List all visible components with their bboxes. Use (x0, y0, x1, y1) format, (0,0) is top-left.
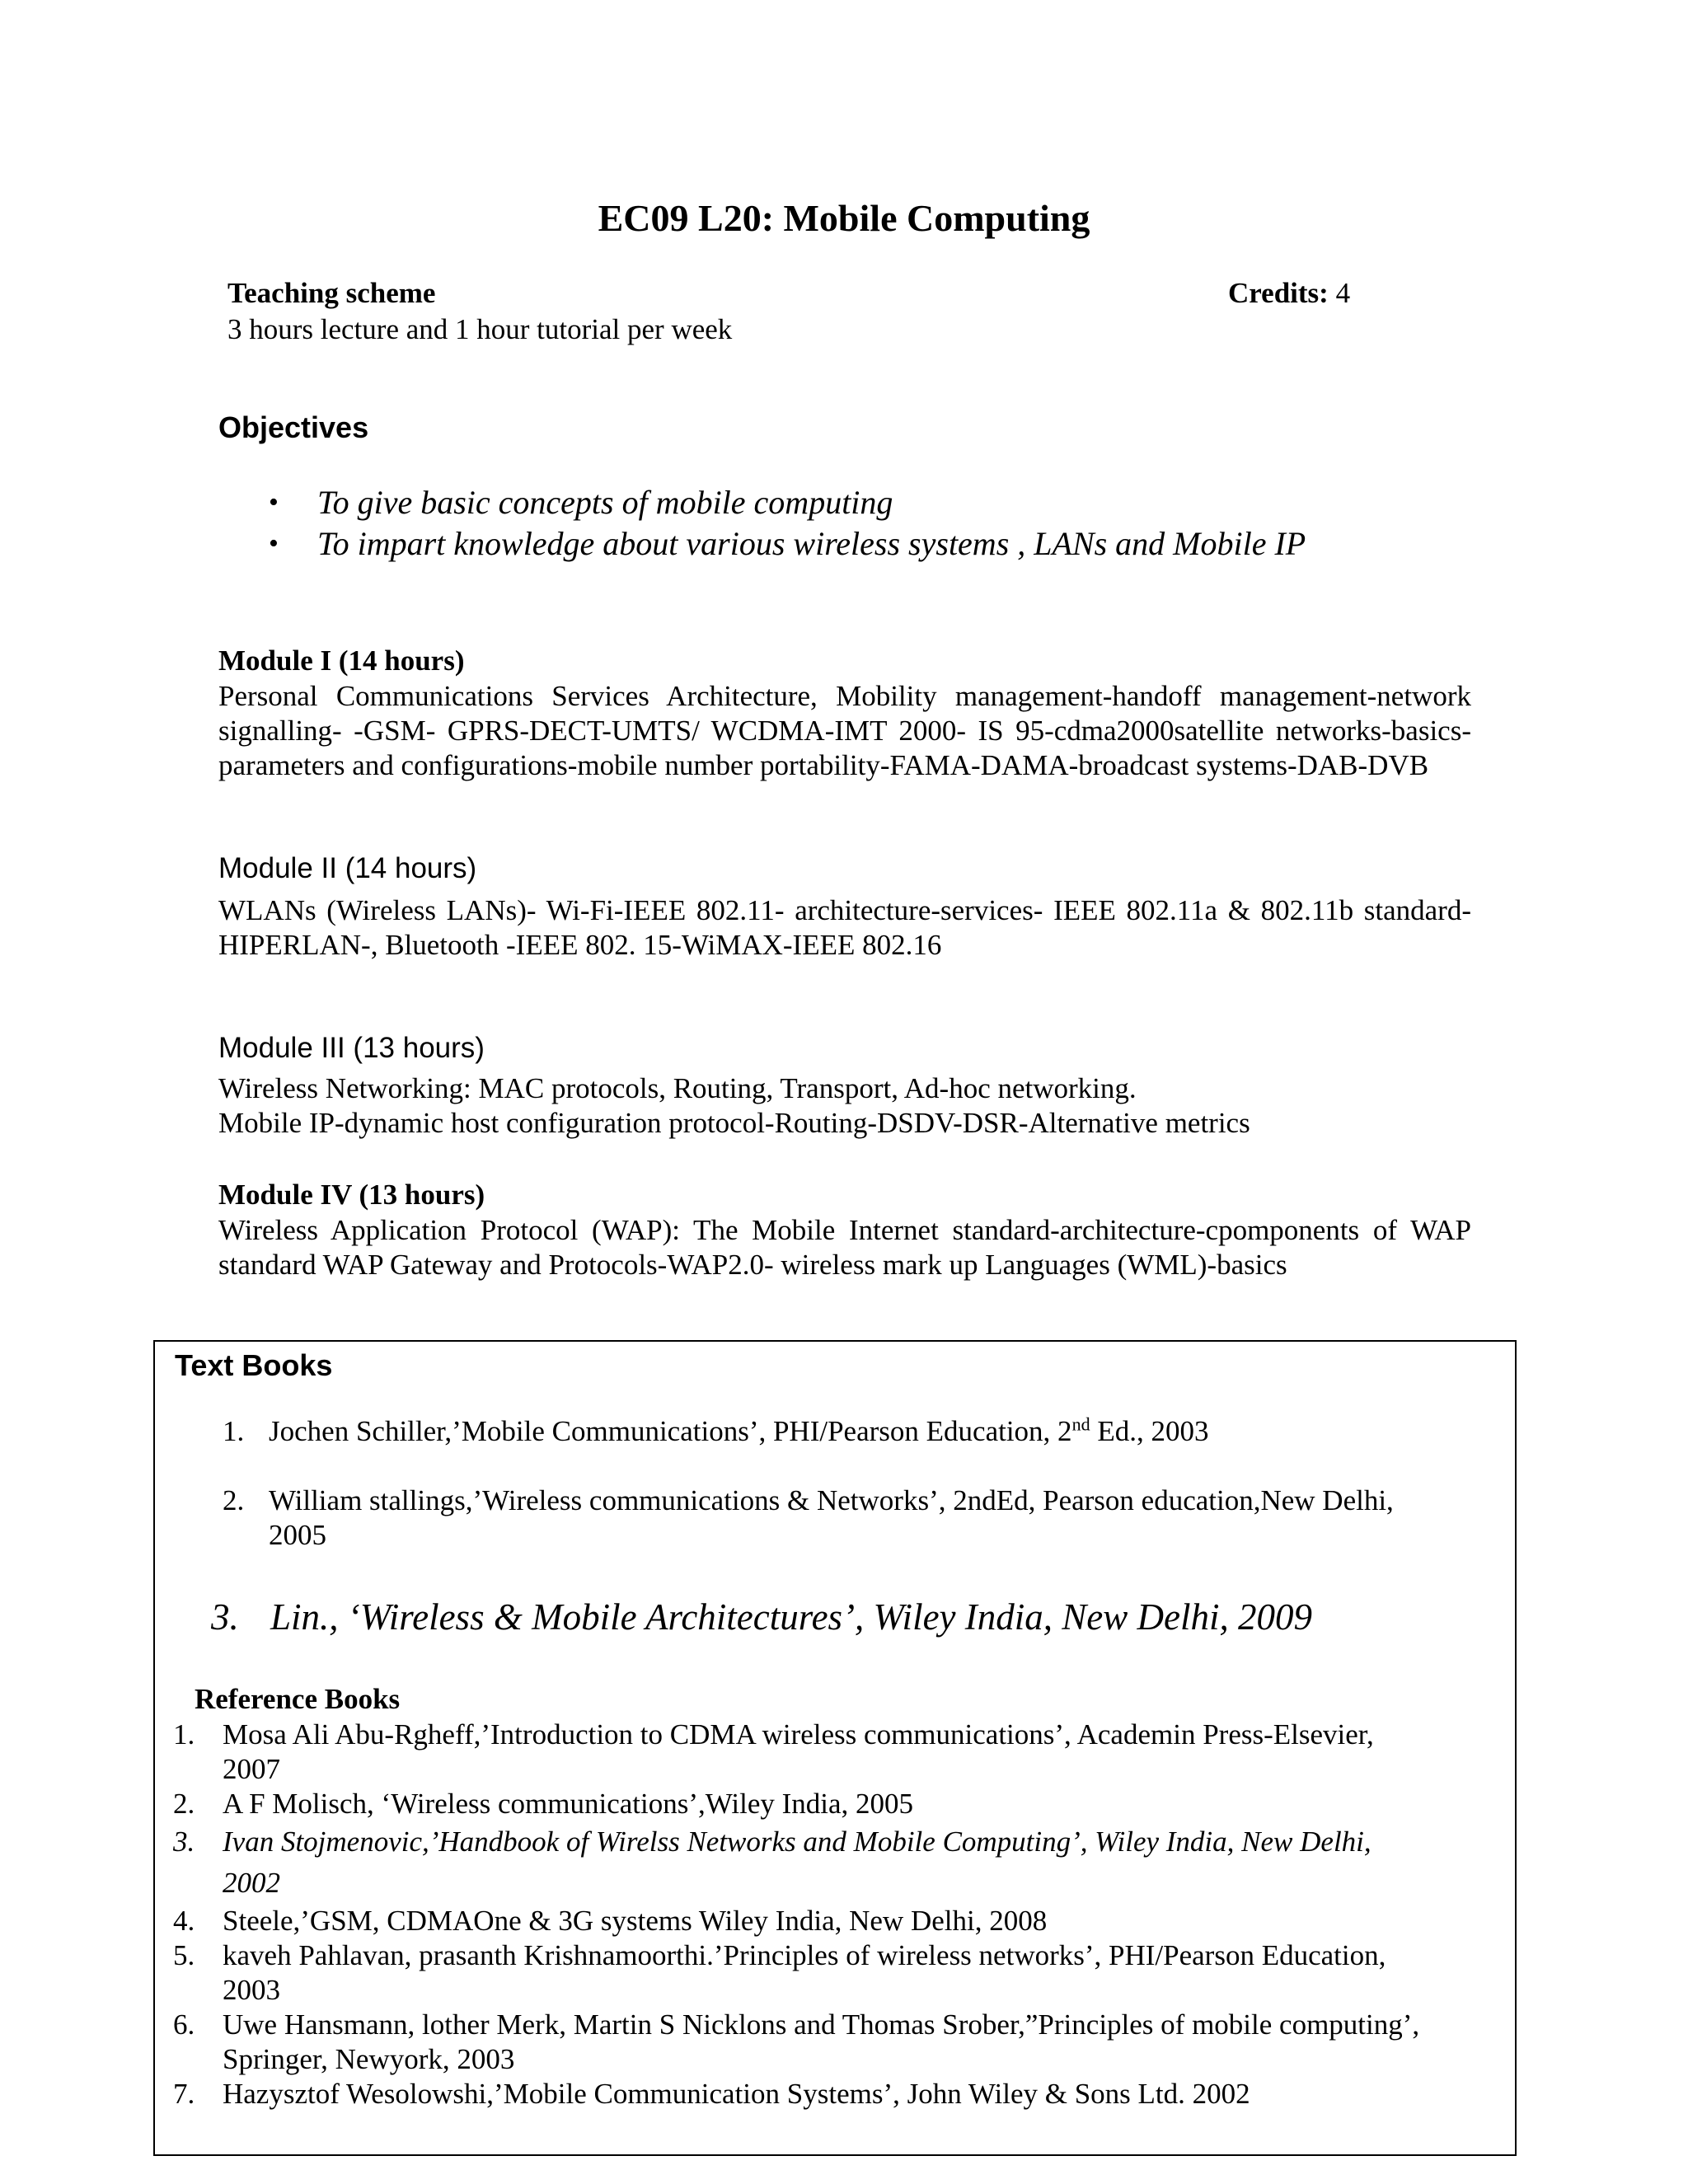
module-3-line: Wireless Networking: MAC protocols, Routing, Transport, Ad-hoc networking. (218, 1072, 1137, 1104)
reference-book-number: 5. (173, 1939, 195, 1971)
reference-book-text: Ivan Stojmenovic,’Handbook of Wirelss Networks and Mobile Computing’, Wiley India, New Delhi, (223, 1825, 1372, 1858)
module-3-body (218, 1071, 1471, 1141)
reference-book-text: Hazysztof Wesolowshi,’Mobile Communication Systems’, John Wiley & Sons Ltd. 2002 (223, 2078, 1250, 2110)
reference-book-number: 4. (173, 1905, 195, 1937)
credits-label: Credits: (1228, 277, 1329, 309)
text-book-item (223, 1414, 1208, 1449)
module-4-heading: Module IV (13 hours) (218, 1179, 485, 1211)
reference-book-text: 2007 (223, 1753, 280, 1785)
text-book-item (223, 1483, 1394, 1553)
teaching-scheme-text: 3 hours lecture and 1 hour tutorial per week (227, 313, 733, 345)
reference-book-number: 7. (173, 2078, 195, 2110)
text-book-text: 2005 (269, 1519, 326, 1551)
credits (1228, 277, 1350, 310)
reference-books-heading: Reference Books (195, 1683, 401, 1715)
reference-book-text: Uwe Hansmann, lother Merk, Martin S Nicklons and Thomas Srober,”Principles of mobile computing’, (223, 2008, 1420, 2041)
text-books-heading: Text Books (175, 1348, 333, 1382)
reference-book-text: Springer, Newyork, 2003 (223, 2043, 515, 2075)
text-book-number: 1. (223, 1415, 245, 1447)
text-book-text: Jochen Schiller,’Mobile Communications’, PHI/Pearson Education, 2 (269, 1415, 1072, 1447)
reference-book-number: 1. (173, 1718, 195, 1750)
reference-book-item (173, 1821, 1492, 1904)
teaching-scheme-label: Teaching scheme (227, 277, 436, 309)
objectives-list (264, 482, 1306, 565)
reference-book-number: 3. (173, 1825, 195, 1858)
reference-book-text: 2003 (223, 1974, 280, 2006)
reference-book-number: 6. (173, 2008, 195, 2041)
page-title: EC09 L20: Mobile Computing (598, 197, 1090, 239)
module-1-heading: Module I (14 hours) (218, 644, 465, 677)
reference-book-item (173, 1787, 1492, 1821)
text-book-sup: nd (1071, 1413, 1090, 1435)
reference-book-item (173, 2077, 1492, 2111)
credits-value: 4 (1335, 277, 1351, 309)
text-book-number: 3. (211, 1596, 239, 1638)
module-3-line: Mobile IP-dynamic host configuration protocol-Routing-DSDV-DSR-Alternative metrics (218, 1107, 1250, 1139)
module-3-heading: Module III (13 hours) (218, 1032, 485, 1064)
reference-book-text: kaveh Pahlavan, prasanth Krishnamoorthi.’Principles of wireless networks’, PHI/Pearson Education, (223, 1939, 1386, 1971)
module-4-body: Wireless Application Protocol (WAP): The Mobile Internet standard-architecture-cpomponents of WAP standard WAP Gateway and Protocols-WAP2.0- wireless mark up Languages (WML)-basics (218, 1214, 1471, 1281)
module-2-body: WLANs (Wireless LANs)- Wi-Fi-IEEE 802.11- architecture-services- IEEE 802.11a & 802.11b standard-HIPERLAN-, Bluetooth -IEEE 802. 15-WiMAX-IEEE 802.16 (218, 894, 1471, 961)
module-2-heading: Module II (14 hours) (218, 852, 477, 884)
reference-book-item (173, 1904, 1492, 1938)
text-book-text: Lin., ‘Wireless & Mobile Architectures’, Wiley India, New Delhi, 2009 (270, 1596, 1312, 1638)
reference-book-text: Mosa Ali Abu-Rgheff,’Introduction to CDMA wireless communications’, Academin Press-Elsevier, (223, 1718, 1374, 1750)
text-book-text: Ed., 2003 (1090, 1415, 1209, 1447)
reference-book-text: 2002 (223, 1867, 280, 1899)
reference-book-item (173, 1718, 1492, 1787)
reference-book-item (173, 2008, 1492, 2077)
reference-book-number: 2. (173, 1788, 195, 1820)
reference-books-list (173, 1718, 1492, 2111)
text-book-text: William stallings,’Wireless communications & Networks’, 2ndEd, Pearson education,New Delhi, (269, 1484, 1394, 1516)
objectives-heading: Objectives (218, 410, 369, 444)
reference-book-text: A F Molisch, ‘Wireless communications’,Wiley India, 2005 (223, 1788, 914, 1820)
text-book-item (211, 1596, 1312, 1638)
objective-item: • To give basic concepts of mobile computing (264, 482, 1306, 523)
reference-book-text: Steele,’GSM, CDMAOne & 3G systems Wiley India, New Delhi, 2008 (223, 1905, 1048, 1937)
reference-book-item (173, 1938, 1492, 2008)
module-1-body: Personal Communications Services Architecture, Mobility management-handoff management-network signalling- -GSM- GPRS-DECT-UMTS/ WCDMA-IMT 2000- IS 95-cdma2000satellite networks-basics-parameters and configurations-mobile number portability-FAMA-DAMA-broadcast systems-DAB-DVB (218, 680, 1471, 781)
objective-item: • To impart knowledge about various wireless systems , LANs and Mobile IP (264, 523, 1306, 565)
text-book-number: 2. (223, 1484, 245, 1516)
